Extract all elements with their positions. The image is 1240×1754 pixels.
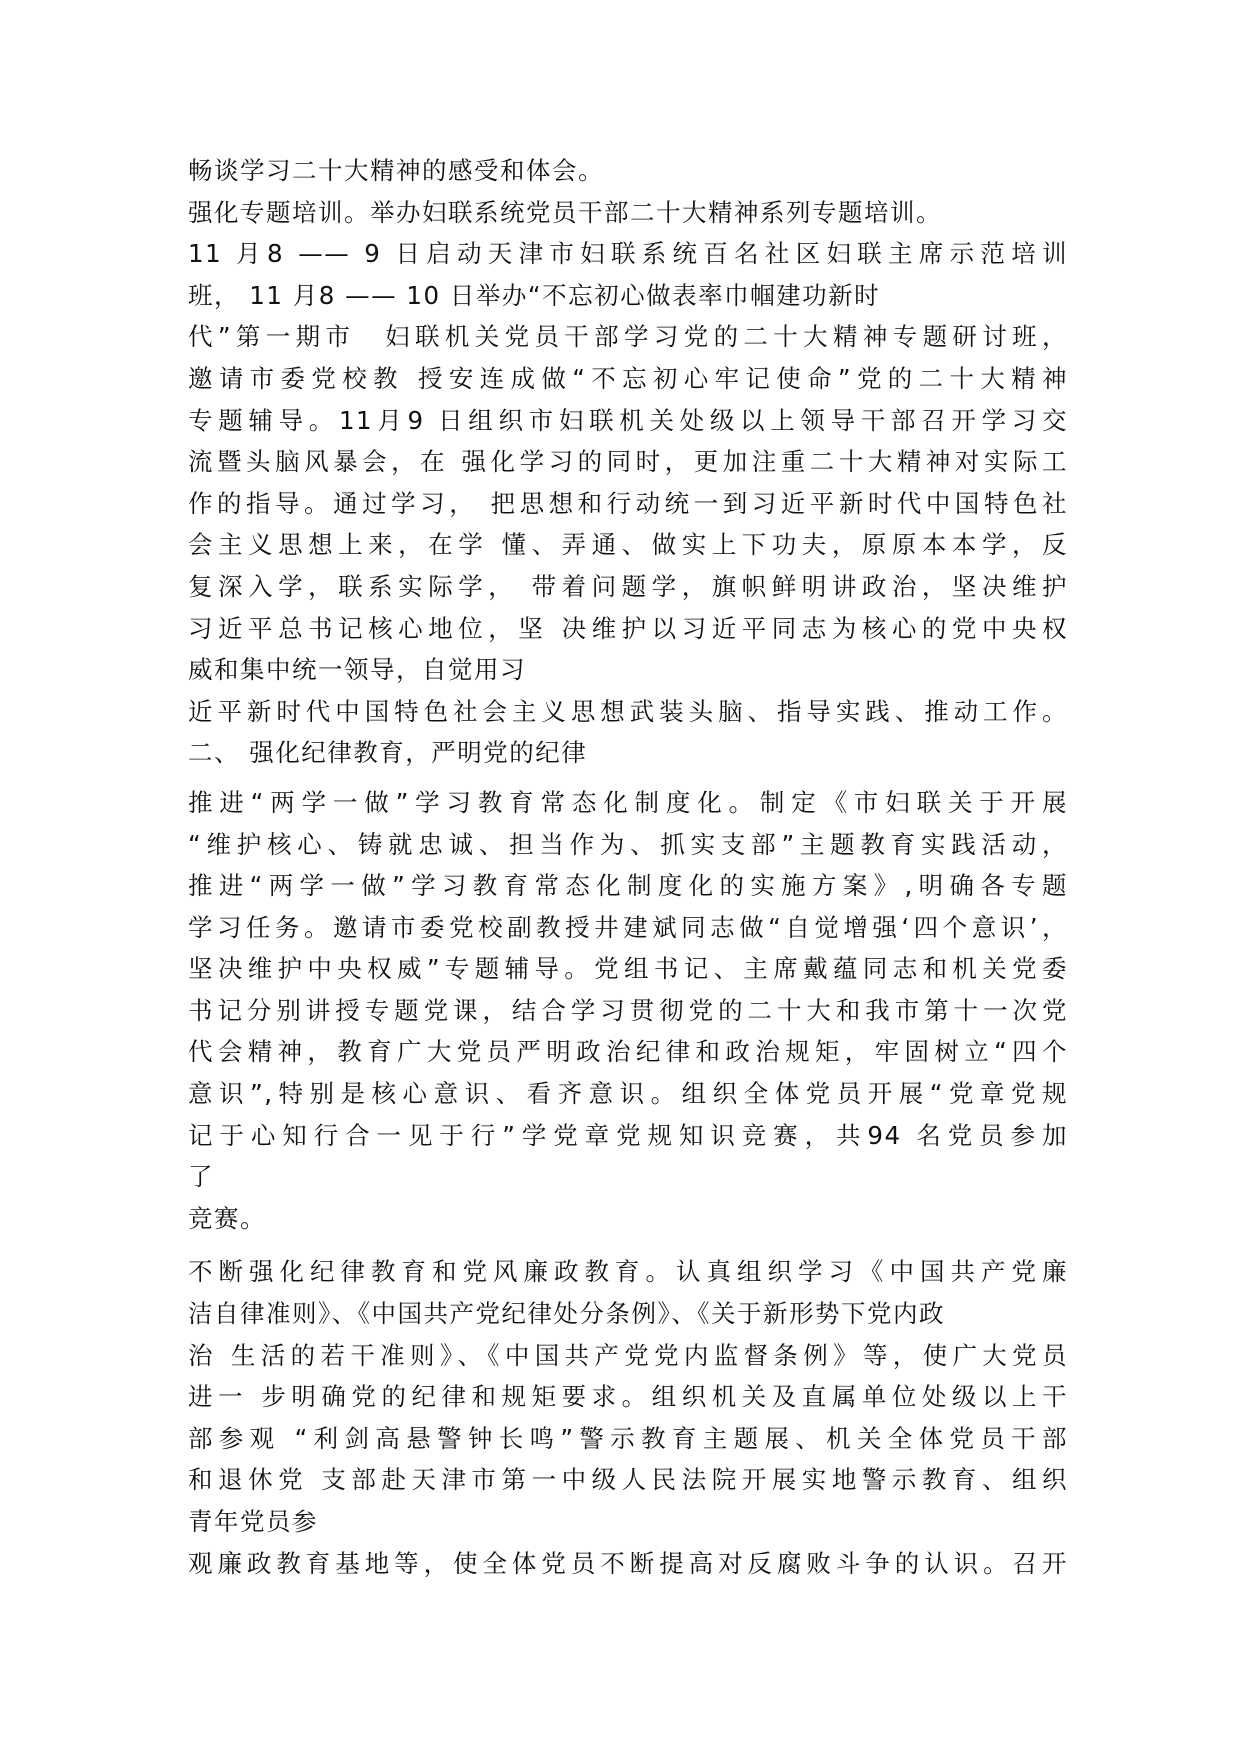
- section-heading: 二、 强化纪律教育，严明党的纪律: [188, 738, 588, 768]
- paragraph-line: 了: [188, 1162, 214, 1192]
- paragraph-line: 竞赛。: [188, 1203, 266, 1233]
- paragraph-line: 11 月8 —— 9 日启动天津市妇联系统百名社区妇联主席示范培训: [188, 239, 1068, 269]
- paragraph-line: 洁自律准则》、《中国共产党纪律处分条例》、《关于新形势下党内政: [188, 1299, 945, 1329]
- paragraph-line: 专题辅导。11月9 日组织市妇联机关处级以上领导干部召开学习交: [188, 405, 1068, 435]
- paragraph-line: 学习任务。邀请市委党校副教授井建斌同志做“自觉增强‘四个意识’，: [188, 912, 1068, 942]
- paragraph-line: 不断强化纪律教育和党风廉政教育。认真组织学习《中国共产党廉: [188, 1257, 1068, 1287]
- paragraph-line: 强化专题培训。举办妇联系统党员干部二十大精神系列专题培训。: [188, 197, 942, 227]
- paragraph-line: 代”第一期市 妇联机关党员干部学习党的二十大精神专题研讨班，: [188, 322, 1068, 352]
- paragraph-line: 推进“两学一做”学习教育常态化制度化的实施方案》,明确各专题: [188, 871, 1068, 901]
- paragraph-line: 推进“两学一做”学习教育常态化制度化。制定《市妇联关于开展: [188, 787, 1068, 817]
- paragraph-line: 记于心知行合一见于行”学党章党规知识竞赛，共94 名党员参加: [188, 1120, 1068, 1150]
- paragraph-line: 坚决维护中央权威”专题辅导。党组书记、主席戴蕴同志和机关党委: [188, 954, 1068, 984]
- paragraph-line: 畅谈学习二十大精神的感受和体会。: [188, 156, 604, 185]
- paragraph-line: 威和集中统一领导，自觉用习: [188, 655, 526, 685]
- paragraph-line: 流暨头脑风暴会，在 强化学习的同时，更加注重二十大精神对实际工: [188, 447, 1068, 477]
- paragraph-line: 进一 步明确党的纪律和规矩要求。组织机关及直属单位处级以上干: [188, 1382, 1068, 1412]
- paragraph-line: 代会精神，教育广大党员严明政治纪律和政治规矩，牢固树立“四个: [188, 1037, 1068, 1067]
- paragraph-line: “维护核心、铸就忠诚、担当作为、抓实支部”主题教育实践活动，: [188, 829, 1068, 859]
- paragraph-line: 作的指导。通过学习， 把思想和行动统一到习近平新时代中国特色社: [188, 488, 1068, 518]
- paragraph-line: 会主义思想上来，在学 懂、弄通、做实上下功夫，原原本本学，反: [188, 530, 1068, 560]
- paragraph-line: 习近平总书记核心地位，坚 决维护以习近平同志为核心的党中央权: [188, 613, 1068, 643]
- paragraph-line: 邀请市委党校教 授安连成做“不忘初心牢记使命”党的二十大精神: [188, 363, 1068, 393]
- paragraph-line: 治 生活的若干准则》、《中国共产党党内监督条例》等，使广大党员: [188, 1340, 1068, 1370]
- paragraph-line: 观廉政教育基地等，使全体党员不断提高对反腐败斗争的认识。召开: [188, 1548, 1068, 1578]
- paragraph-line: 意识”,特别是核心意识、看齐意识。组织全体党员开展“党章党规: [188, 1079, 1068, 1109]
- document-body: [188, 150, 1068, 1584]
- paragraph-line: 书记分别讲授专题党课，结合学习贯彻党的二十大和我市第十一次党: [188, 995, 1068, 1025]
- paragraph-line: 班， 11 月8 —— 10 日举办“不忘初心做表率巾帼建功新时: [188, 280, 881, 310]
- paragraph-line: 近平新时代中国特色社会主义思想武装头脑、指导实践、推动工作。: [188, 696, 1068, 726]
- paragraph-line: 和退休党 支部赴天津市第一中级人民法院开展实地警示教育、组织: [188, 1465, 1068, 1495]
- paragraph-line: 青年党员参: [188, 1507, 318, 1536]
- paragraph-line: 部参观 “利剑高悬警钟长鸣”警示教育主题展、机关全体党员干部: [188, 1423, 1068, 1453]
- paragraph-line: 复深入学，联系实际学， 带着问题学，旗帜鲜明讲政治，坚决维护: [188, 571, 1068, 601]
